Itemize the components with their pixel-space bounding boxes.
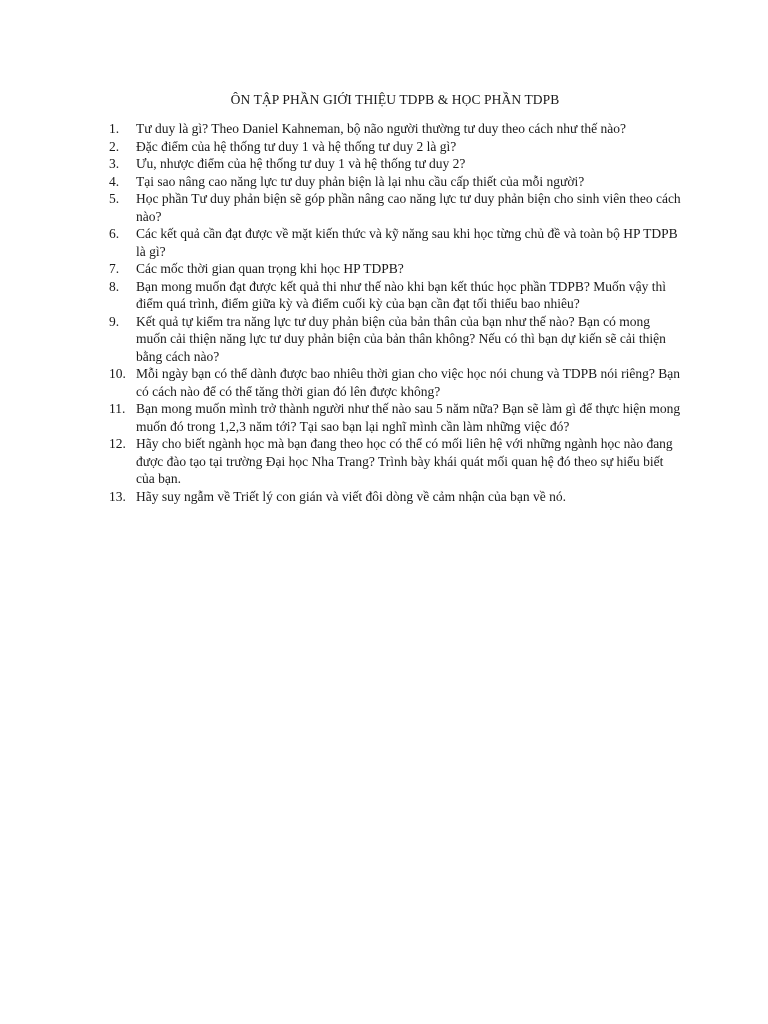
question-text: Tư duy là gì? Theo Daniel Kahneman, bộ não người thường tư duy theo cách như thế nào? [136, 121, 626, 136]
question-list [109, 120, 684, 505]
question-text: Ưu, nhược điểm của hệ thống tư duy 1 và hệ thống tư duy 2? [136, 156, 466, 171]
question-text: Các mốc thời gian quan trọng khi học HP TDPB? [136, 261, 404, 276]
question-number: 4. [109, 173, 120, 189]
question-number: 5. [109, 191, 120, 206]
question-number: 2. [109, 138, 120, 154]
question-item [109, 278, 684, 313]
question-text: Mỗi ngày bạn có thể dành được bao nhiêu thời gian cho việc học nói chung và TDPB nói riêng? Bạn có cách nào để có thể tăng thời gian đó lên được không? [136, 366, 680, 399]
question-text: Đặc điểm của hệ thống tư duy 1 và hệ thống tư duy 2 là gì? [136, 138, 457, 154]
question-item [109, 435, 684, 488]
question-number: 11. [109, 401, 126, 416]
question-number: 12. [109, 436, 126, 451]
question-number: 7. [109, 261, 120, 276]
question-text: Tại sao nâng cao năng lực tư duy phản biện là lại nhu cầu cấp thiết của mỗi người? [136, 173, 585, 189]
question-number: 10. [109, 366, 126, 381]
question-item [109, 173, 684, 191]
question-text: Kết quả tự kiểm tra năng lực tư duy phản biện của bản thân của bạn như thế nào? Bạn có mong muốn cải thiện năng lực tư duy phản biện của bản thân không? Nếu có thì bạn dự kiến sẽ cải thiện bằng cách nào? [136, 313, 666, 364]
question-text: Bạn mong muốn đạt được kết quả thi như thế nào khi bạn kết thúc học phần TDPB? Muốn vậy thì điểm quá trình, điểm giữa kỳ và điểm cuối kỳ của bạn cần đạt tối thiểu bao nhiêu? [136, 278, 666, 311]
document-title: ÔN TẬP PHẦN GIỚI THIỆU TDPB & HỌC PHẦN TDPB [230, 92, 560, 107]
question-item [109, 138, 684, 156]
question-item [109, 155, 684, 173]
question-item [109, 120, 684, 138]
question-item [109, 260, 684, 278]
question-item [109, 365, 684, 400]
question-number: 9. [109, 313, 120, 329]
question-text: Bạn mong muốn mình trở thành người như thế nào sau 5 năm nữa? Bạn sẽ làm gì để thực hiện mong muốn đó trong 1,2,3 năm tới? Tại sao bạn lại nghĩ mình cần làm những việc đó? [136, 401, 681, 434]
question-number: 6. [109, 226, 120, 241]
question-number: 13. [109, 488, 126, 504]
question-text: Hãy cho biết ngành học mà bạn đang theo học có thể có mối liên hệ với những ngành học nào đang được đào tạo tại trường Đại học Nha Trang? Trình bày khái quát mối quan hệ đó theo sự hiểu biết của bạn. [136, 436, 673, 486]
question-item [109, 400, 684, 435]
question-number: 8. [109, 278, 120, 294]
question-number: 3. [109, 156, 120, 171]
question-number: 1. [109, 121, 120, 136]
question-text: Học phần Tư duy phản biện sẽ góp phần nâng cao năng lực tư duy phản biện cho sinh viên theo cách nào? [136, 191, 681, 224]
question-item [109, 225, 684, 260]
question-item [109, 488, 684, 506]
question-item [109, 190, 684, 225]
question-text: Các kết quả cần đạt được về mặt kiến thức và kỹ năng sau khi học từng chủ đề và toàn bộ HP TDPB là gì? [136, 226, 678, 259]
question-text: Hãy suy ngẫm về Triết lý con gián và viết đôi dòng về cảm nhận của bạn về nó. [136, 488, 567, 504]
question-item [109, 313, 684, 366]
